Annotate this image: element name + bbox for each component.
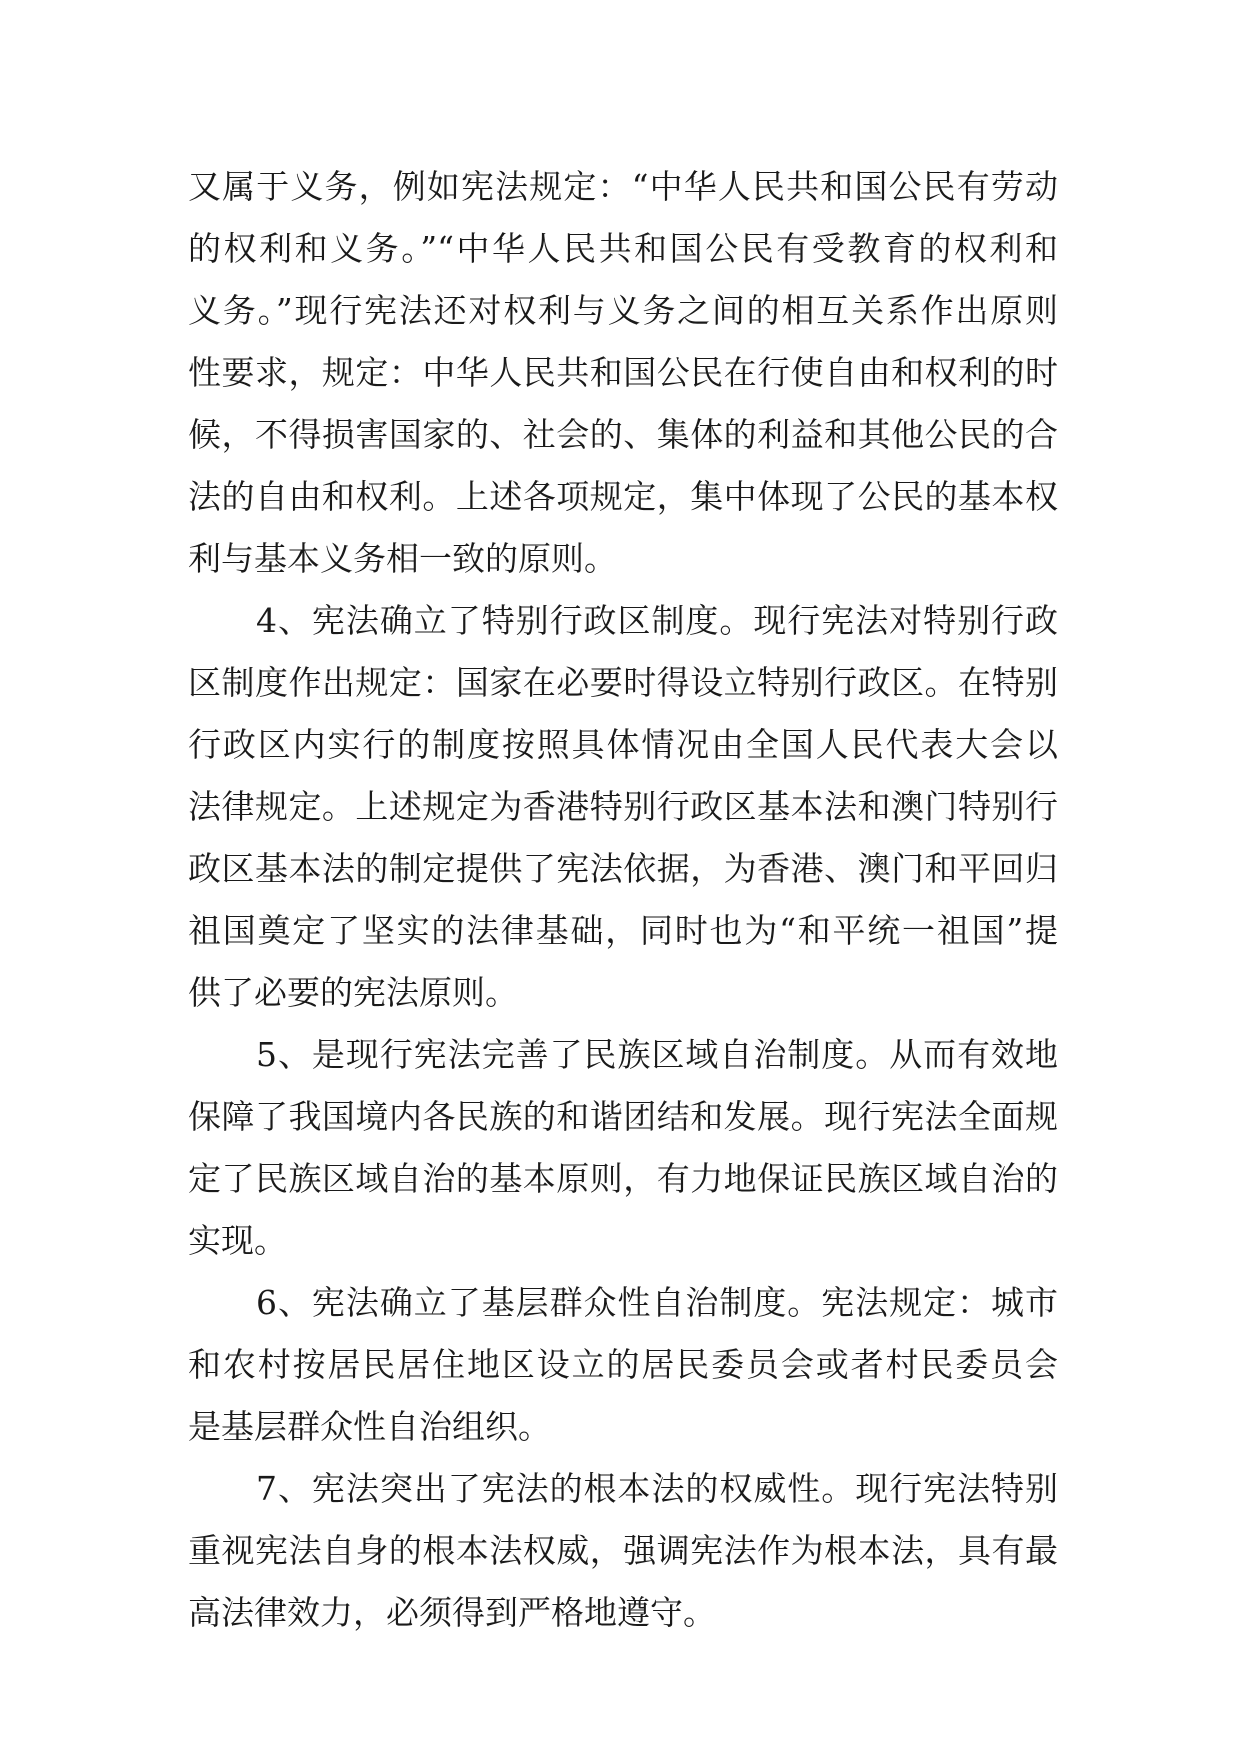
text-line: 法的自由和权利。上述各项规定，集中体现了公民的基本权 [188, 477, 1058, 516]
text-line: 行政区内实行的制度按照具体情况由全国人民代表大会以 [188, 725, 1058, 764]
text-line: 法律规定。上述规定为香港特别行政区基本法和澳门特别行 [188, 787, 1058, 826]
text-line: 重视宪法自身的根本法权威，强调宪法作为根本法，具有最 [188, 1531, 1058, 1570]
text-line: 利与基本义务相一致的原则。 [188, 539, 617, 578]
text-line: 保障了我国境内各民族的和谐团结和发展。现行宪法全面规 [188, 1097, 1058, 1136]
text-line: 的权利和义务。”“中华人民共和国公民有受教育的权利和 [188, 229, 1058, 268]
text-line: 祖国奠定了坚实的法律基础，同时也为“和平统一祖国”提 [188, 911, 1058, 950]
text-line: 义务。”现行宪法还对权利与义务之间的相互关系作出原则 [188, 291, 1058, 330]
text-line: 供了必要的宪法原则。 [188, 973, 518, 1012]
text-line: 性要求，规定：中华人民共和国公民在行使自由和权利的时 [188, 353, 1058, 392]
document-body [188, 156, 1058, 1644]
paragraph-4-first-line: 4、宪法确立了特别行政区制度。现行宪法对特别行政 [256, 601, 1058, 640]
paragraph-5-first-line: 5、是现行宪法完善了民族区域自治制度。从而有效地 [256, 1035, 1058, 1074]
text-line: 区制度作出规定：国家在必要时得设立特别行政区。在特别 [188, 663, 1058, 702]
paragraph-6-first-line: 6、宪法确立了基层群众性自治制度。宪法规定：城市 [256, 1283, 1058, 1322]
text-line: 实现。 [188, 1221, 287, 1260]
text-line: 定了民族区域自治的基本原则，有力地保证民族区域自治的 [188, 1159, 1058, 1198]
text-line: 政区基本法的制定提供了宪法依据，为香港、澳门和平回归 [188, 849, 1058, 888]
text-line: 高法律效力，必须得到严格地遵守。 [188, 1593, 716, 1632]
text-line: 和农村按居民居住地区设立的居民委员会或者村民委员会 [188, 1345, 1058, 1384]
text-line: 是基层群众性自治组织。 [188, 1407, 551, 1446]
paragraph-7-first-line: 7、宪法突出了宪法的根本法的权威性。现行宪法特别 [256, 1469, 1058, 1508]
text-line: 候，不得损害国家的、社会的、集体的利益和其他公民的合 [188, 415, 1058, 454]
text-line: 又属于义务，例如宪法规定：“中华人民共和国公民有劳动 [188, 167, 1058, 206]
